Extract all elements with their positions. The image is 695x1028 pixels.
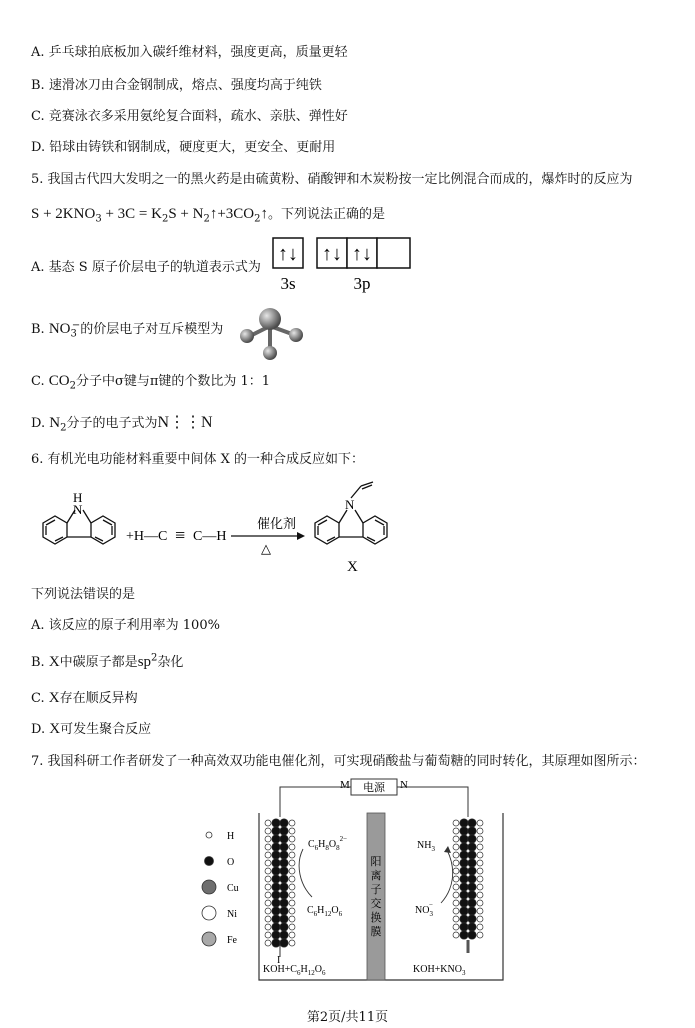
electrode-atom [460, 915, 468, 923]
electrode-atom [289, 940, 295, 946]
species-label [307, 905, 343, 918]
electrode-atom [289, 916, 295, 922]
q5-option-c [31, 372, 270, 391]
electrode-atom [453, 884, 459, 890]
formula-sub: 3 [70, 328, 77, 340]
lbl: H [300, 964, 308, 975]
electrode-atom [272, 875, 280, 883]
n-label: N [73, 502, 83, 517]
electrode-atom [272, 915, 280, 923]
q5-option-b [31, 320, 223, 339]
q4-option-c: C. 竞赛泳衣多采用氨纶复合面料，疏水、亲肤、弹性好 [31, 109, 348, 124]
option-prefix: D. [31, 722, 50, 737]
electrode-atom [265, 884, 271, 890]
electrode-atom [460, 843, 468, 851]
electrode-atom [453, 844, 459, 850]
ligand-atom [289, 328, 303, 342]
electrode-atom [460, 923, 468, 931]
lbl: 8 [336, 844, 340, 852]
electrode-atom [460, 891, 468, 899]
ion-exchange-membrane [367, 813, 385, 980]
electrode-atom [280, 859, 288, 867]
electrolysis-diagram [195, 775, 515, 985]
electrode-atom [460, 907, 468, 915]
electrode-atom [289, 884, 295, 890]
legend-label: O [227, 857, 235, 868]
legend [202, 831, 239, 946]
electrode-label: I [277, 955, 281, 966]
electrode-atom [477, 916, 483, 922]
electrode-atom [460, 875, 468, 883]
electrode-atom [453, 924, 459, 930]
electrode-atom [272, 819, 280, 827]
electrode-atom [280, 827, 288, 835]
legend-swatch [205, 857, 214, 866]
membrane-char: 交 [370, 898, 382, 910]
lbl: 12 [307, 969, 315, 977]
electrode-atom [468, 875, 476, 883]
lbl: NO [415, 905, 430, 916]
electrode-atom [468, 923, 476, 931]
lbl: NH [417, 840, 432, 851]
legend-swatch [202, 932, 216, 946]
eq-co2: +3CO [217, 206, 255, 222]
electrode-atom [477, 908, 483, 914]
electrode-atom [289, 836, 295, 842]
lbl: O [331, 905, 339, 916]
electrode-atom [265, 916, 271, 922]
product-structure [315, 482, 387, 544]
electrode-atom [453, 892, 459, 898]
eq-mid: S + N [168, 206, 204, 222]
option-prefix: B. [31, 655, 49, 670]
electrode-atom [289, 852, 295, 858]
formula-charge: − [71, 319, 81, 331]
electrode-atom [460, 859, 468, 867]
product-n-label: N [345, 497, 355, 512]
electrode-atom [265, 908, 271, 914]
lbl: C [308, 839, 315, 850]
legend-label: Ni [227, 909, 237, 920]
q6-option-a: A. 该反应的原子利用率为 100% [31, 618, 220, 633]
option-text: 中碳原子都是 [59, 655, 138, 670]
acetylene-left: +H—C [126, 529, 168, 544]
orbital-arrows-3p-2: ↑↓ [352, 243, 372, 265]
sp-symbol: sp [137, 654, 152, 670]
electrode-atom [265, 828, 271, 834]
q5-stem: 5. 我国古代四大发明之一的黑火药是由硫黄粉、硝酸钾和木炭粉按一定比例混合而成的，爆炸时的反应为 [31, 172, 633, 187]
electrode-atom [289, 924, 295, 930]
catalyst-label: 催化剂 [257, 517, 297, 532]
wire-right [397, 787, 468, 817]
electrode-atom [453, 916, 459, 922]
electrode-atom [453, 820, 459, 826]
arrow-head [444, 846, 451, 853]
electrode-atom [272, 923, 280, 931]
electrode-atom [477, 876, 483, 882]
electrode-atom [468, 819, 476, 827]
electrode-atom [468, 899, 476, 907]
terminal-n: N [400, 779, 408, 791]
electrode-atom [272, 867, 280, 875]
heat-symbol: △ [261, 541, 271, 556]
orbital-label-3s: 3s [280, 274, 296, 293]
electrode-atom [289, 844, 295, 850]
electrode-atom [477, 828, 483, 834]
lbl: O [328, 839, 337, 850]
electrode-atom [272, 931, 280, 939]
gas-arrow: ↑ [260, 206, 269, 222]
electrode-atom [460, 899, 468, 907]
arrow-head [297, 532, 305, 540]
electrode-atom [272, 859, 280, 867]
electrode-atom [453, 900, 459, 906]
electrode-atom [460, 867, 468, 875]
electrode-atom [477, 836, 483, 842]
species-label [415, 901, 433, 918]
electrode-atom [272, 835, 280, 843]
lbl: H [317, 905, 325, 916]
electrode-atom [289, 876, 295, 882]
membrane-char: 子 [370, 884, 382, 896]
electrode-atom [272, 843, 280, 851]
electrode-atom [453, 932, 459, 938]
lbl: 3 [461, 969, 466, 977]
nh-label: H [73, 490, 83, 505]
electrode-atom [468, 843, 476, 851]
electrode-atom [468, 859, 476, 867]
ligand-atom [263, 346, 277, 360]
option-prefix: C. [31, 691, 49, 706]
electrode-atom [280, 931, 288, 939]
orbital-arrows-3s: ↑↓ [278, 243, 298, 265]
electrode-atom [272, 883, 280, 891]
electrode-atom [265, 868, 271, 874]
electrode-atom [280, 923, 288, 931]
electrode-atom [272, 899, 280, 907]
formula-sub: 2 [69, 380, 76, 392]
electrode-atom [280, 843, 288, 851]
electrode-atom [453, 908, 459, 914]
electrode-atom [265, 924, 271, 930]
electrode-left [265, 819, 295, 947]
orbital-box-3p-3 [377, 238, 410, 268]
eq-sub: 2 [203, 213, 210, 225]
electrode-atom [468, 931, 476, 939]
q5-option-a: A. 基态 S 原子价层电子的轨道表示式为 [31, 260, 261, 275]
q5-option-d [31, 414, 213, 433]
electrode-atom [289, 908, 295, 914]
electrode-atom [477, 820, 483, 826]
triple-bond: ≡ [175, 525, 186, 545]
option-tail: 杂化 [157, 655, 184, 670]
electron-formula: N⋮⋮N [157, 414, 213, 431]
option-text: 分子中σ键与π键的个数比为 1：1 [75, 374, 271, 389]
lbl: 8 [325, 844, 329, 852]
electrode-atom [460, 883, 468, 891]
electrode-atom [272, 939, 280, 947]
electrode-atom [280, 915, 288, 923]
terminal-m: M [340, 779, 350, 791]
q6-option-b [31, 653, 183, 672]
option-text: 存在顺反异构 [59, 691, 138, 706]
x-symbol: X [48, 690, 60, 706]
eq-lhs: S + 2KNO [31, 206, 96, 222]
electrode-atom [289, 892, 295, 898]
electrode-atom [477, 900, 483, 906]
electrode-atom [453, 868, 459, 874]
option-text: 分子的电子式为 [66, 416, 158, 431]
electrode-atom [272, 891, 280, 899]
electrode-atom [280, 907, 288, 915]
acetylene-right: C—H [193, 529, 227, 544]
electrode-atom [289, 820, 295, 826]
electrode-atom [280, 875, 288, 883]
power-label: 电源 [363, 781, 385, 794]
lbl: 12 [324, 910, 332, 918]
central-atom [259, 308, 281, 330]
legend-label: Fe [227, 935, 237, 946]
q6-stem: 6. 有机光电功能材料重要中间体 X 的一种合成反应如下： [31, 452, 365, 467]
electrode-atom [265, 844, 271, 850]
electrode-atom [468, 915, 476, 923]
vsepr-model [235, 302, 310, 362]
option-text: 可发生聚合反应 [60, 722, 152, 737]
electrode-atom [460, 931, 468, 939]
legend-swatch [206, 832, 212, 838]
reaction-curve-right [441, 850, 453, 903]
electrode-atom [265, 940, 271, 946]
electrode-atom [460, 851, 468, 859]
membrane-char: 换 [370, 912, 382, 924]
lbl: KOH+C [263, 964, 297, 975]
reaction-scheme [25, 478, 425, 578]
lbl: 3 [429, 910, 433, 918]
q4-option-d: D. 铅球由铸铁和钢制成，硬度更大，更安全、更耐用 [31, 140, 336, 155]
electrode-atom [453, 860, 459, 866]
legend-swatch [202, 880, 216, 894]
electrode-atom [265, 836, 271, 842]
electrode-atom [289, 868, 295, 874]
electrode-atom [477, 860, 483, 866]
membrane-char: 离 [370, 870, 382, 882]
q7-stem: 7. 我国科研工作者研发了一种高效双功能电催化剂，可实现硝酸盐与葡萄糖的同时转化，其原理如图所示： [31, 754, 646, 769]
page-footer: 第2页/共11页 [306, 1010, 389, 1025]
eq-sub: 2 [161, 213, 169, 225]
electrode-right [453, 819, 483, 939]
eq-lhs-rest: + 3C = K [101, 206, 162, 222]
gas-arrow: ↑ [209, 206, 218, 222]
electrode-atom [272, 851, 280, 859]
co2-formula: CO [48, 373, 70, 389]
lbl: H [318, 839, 326, 850]
electrode-atom [453, 836, 459, 842]
lbl: KOH+KNO [413, 964, 462, 975]
legend-swatch [202, 906, 216, 920]
electrode-atom [477, 844, 483, 850]
option-prefix: B. [31, 322, 49, 337]
lbl: 6 [313, 910, 318, 918]
lbl: 3 [431, 845, 435, 853]
n2-formula: N [49, 415, 61, 431]
electrode-atom [280, 939, 288, 947]
membrane-char: 阳 [370, 856, 382, 868]
ligand-atom [240, 329, 254, 343]
q6-option-c [31, 689, 138, 708]
membrane-char: 膜 [370, 926, 382, 938]
electrode-atom [460, 827, 468, 835]
product-x-label: X [347, 559, 358, 575]
option-prefix: C. [31, 374, 49, 389]
q5-equation [31, 205, 385, 224]
electrode-atom [280, 883, 288, 891]
q6-option-d [31, 720, 151, 739]
x-symbol: X [48, 654, 60, 670]
eq-sub: 3 [95, 213, 102, 225]
electrode-atom [468, 907, 476, 915]
electrode-atom [289, 860, 295, 866]
electrode-atom [477, 868, 483, 874]
electrode-atom [265, 852, 271, 858]
lbl: 6 [296, 969, 301, 977]
electrode-atom [265, 900, 271, 906]
electrode-atom [453, 828, 459, 834]
q4-option-b: B. 速滑冰刀由合金钢制成，熔点、强度均高于纯铁 [31, 78, 322, 93]
lbl: 6 [321, 969, 326, 977]
electrode-atom [468, 883, 476, 891]
right-solution [413, 964, 466, 977]
lbl: C [307, 905, 314, 916]
electrode-atom [289, 932, 295, 938]
nitrate-formula: NO [48, 321, 71, 337]
lbl: O [314, 964, 322, 975]
electrode-atom [265, 876, 271, 882]
electrode-atom [477, 852, 483, 858]
electrode-atom [265, 860, 271, 866]
species-label [417, 840, 435, 853]
electrode-atom [468, 867, 476, 875]
orbital-diagram [270, 236, 420, 296]
eq-tail: 。下列说法正确的是 [268, 207, 386, 222]
orbital-label-3p: 3p [353, 274, 371, 293]
formula-sub: 2 [60, 422, 67, 434]
electrode-atom [477, 924, 483, 930]
electrode-atom [468, 851, 476, 859]
electrode-atom [289, 900, 295, 906]
electrode-atom [280, 819, 288, 827]
reaction-curve-left [299, 849, 312, 897]
orbital-arrows-3p-1: ↑↓ [322, 243, 342, 265]
electrode-atom [477, 892, 483, 898]
electrode-atom [265, 932, 271, 938]
electrode-atom [280, 835, 288, 843]
left-solution [263, 964, 326, 977]
q6-question: 下列说法错误的是 [31, 587, 136, 602]
wire-left [280, 787, 351, 817]
x-symbol: X [49, 721, 61, 737]
electrode-atom [289, 828, 295, 834]
sp-sup: 2 [151, 652, 158, 664]
electrode-atom [477, 884, 483, 890]
electrode-atom [468, 891, 476, 899]
electrode-atom [265, 892, 271, 898]
species-label [308, 835, 347, 852]
electrode-atom [453, 852, 459, 858]
option-prefix: D. [31, 416, 50, 431]
eq-sub: 2 [254, 213, 261, 225]
electrode-atom [477, 932, 483, 938]
q4-option-a: A. 乒乓球拍底板加入碳纤维材料，强度更高，质量更轻 [31, 45, 348, 60]
legend-label: Cu [227, 883, 239, 894]
electrode-atom [265, 820, 271, 826]
electrode-atom [272, 907, 280, 915]
electrode-atom [280, 867, 288, 875]
electrode-atom [453, 876, 459, 882]
lbl: 6 [338, 910, 343, 918]
option-text: 的价层电子对互斥模型为 [80, 322, 224, 337]
legend-label: H [227, 831, 235, 842]
lbl: 6 [314, 844, 319, 852]
electrode-atom [460, 835, 468, 843]
electrode-atom [272, 827, 280, 835]
electrode-atom [460, 819, 468, 827]
electrode-atom [280, 899, 288, 907]
lbl: − [428, 901, 433, 909]
electrode-atom [280, 851, 288, 859]
electrode-atom [280, 891, 288, 899]
electrode-atom [468, 835, 476, 843]
lbl: 2− [339, 835, 348, 843]
electrode-atom [468, 827, 476, 835]
